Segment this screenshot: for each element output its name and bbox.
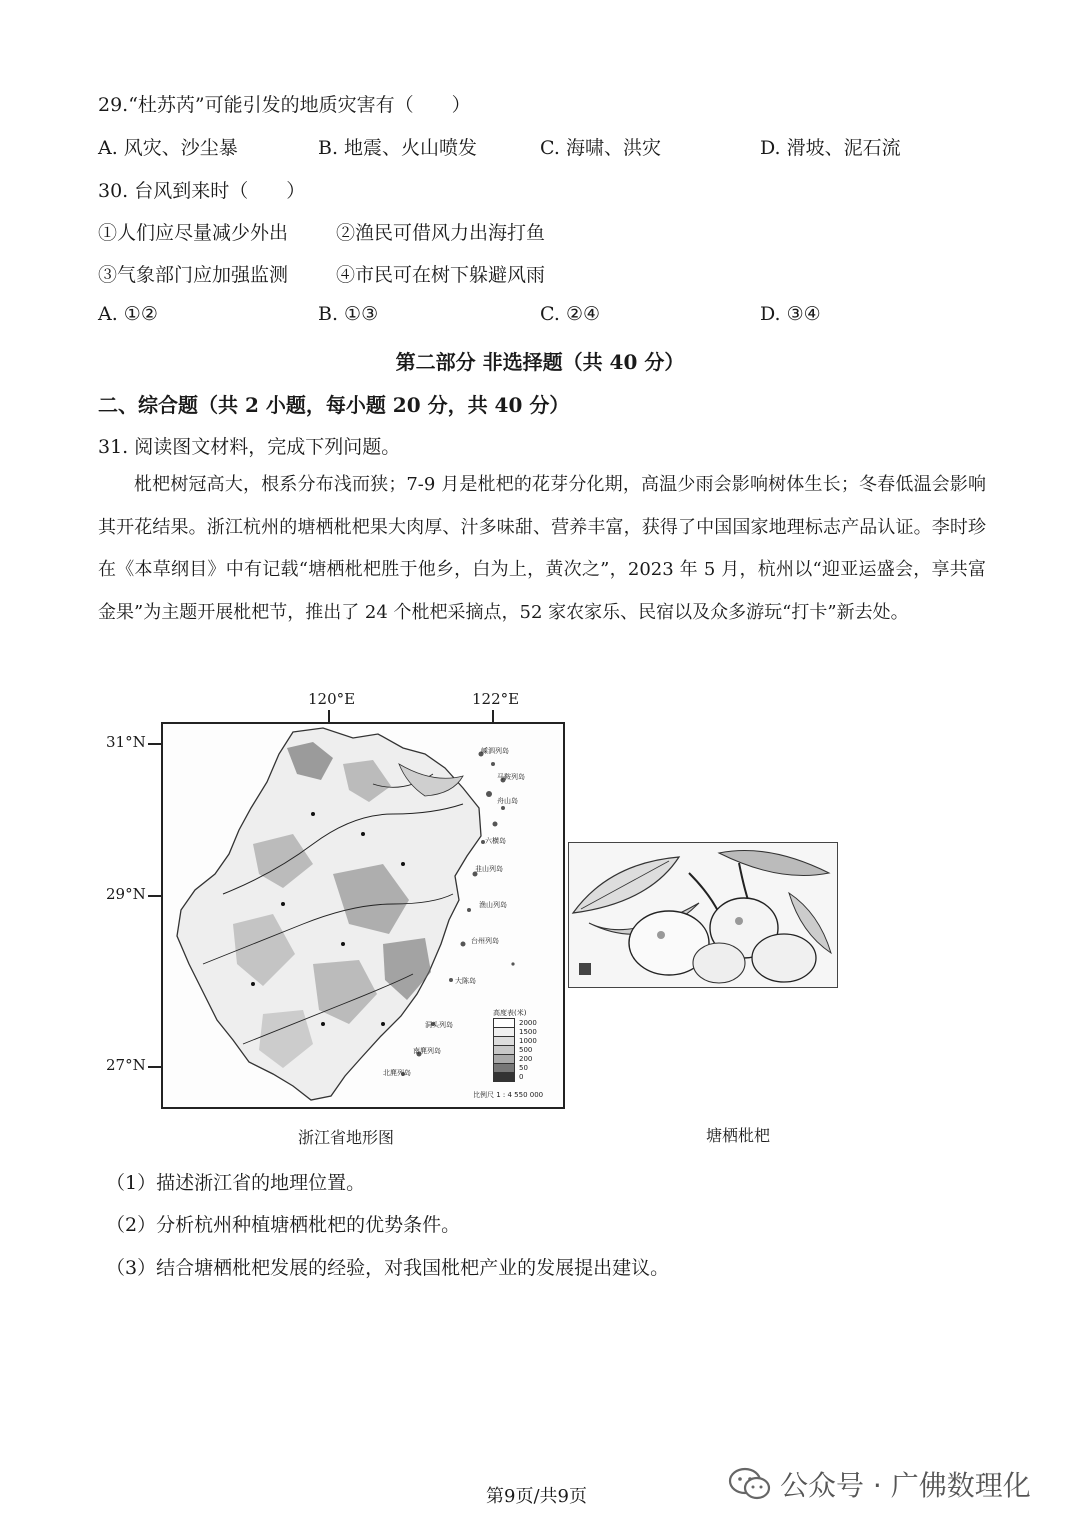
lon-label-120: 120°E (308, 690, 356, 708)
lat-tick (148, 743, 161, 745)
wechat-icon (728, 1466, 772, 1502)
q29-option-c: C. 海啸、洪灾 (540, 137, 661, 159)
section2-title: 二、综合题（共 2 小题，每小题 20 分，共 40 分） (98, 393, 570, 417)
map-place-label: 台州列岛 (471, 937, 499, 945)
loquat-photo (568, 842, 838, 988)
q31-stem: 31. 阅读图文材料，完成下列问题。 (98, 436, 401, 458)
q30-option-a: A. ①② (98, 303, 158, 325)
lat-label-27: 27°N (106, 1056, 146, 1074)
legend-value: 0 (519, 1072, 524, 1081)
q31-sub-1: （1）描述浙江省的地理位置。 (106, 1172, 366, 1194)
q30-item-4: ④市民可在树下躲避风雨 (336, 264, 546, 286)
lon-label-122: 122°E (472, 690, 520, 708)
q30-option-c: C. ②④ (540, 303, 601, 325)
map-place-label: 渔山列岛 (479, 901, 507, 909)
map-caption: 浙江省地形图 (298, 1128, 395, 1147)
q30-item-2: ②渔民可借风力出海打鱼 (336, 222, 546, 244)
watermark (728, 1464, 1031, 1504)
photo-caption: 塘栖枇杷 (706, 1126, 771, 1145)
map-place-label: 北麂列岛 (383, 1069, 411, 1077)
loquat-illustration (569, 843, 837, 987)
q31-material (98, 464, 986, 634)
map-legend (493, 1008, 557, 1081)
q30-item-3: ③气象部门应加强监测 (98, 264, 289, 286)
legend-row (493, 1072, 557, 1081)
map-place-label: 韭山列岛 (475, 865, 503, 873)
map-place-label: 舟山岛 (497, 797, 518, 805)
legend-value: 1000 (519, 1036, 537, 1045)
q29-stem: 29.“杜苏芮”可能引发的地质灾害有（ ） (98, 94, 471, 116)
map-place-label: 马鞍列岛 (497, 773, 525, 781)
legend-title: 高度表(米) (493, 1009, 527, 1017)
q31-sub-2: （2）分析杭州种植塘栖枇杷的优势条件。 (106, 1214, 461, 1236)
part2-title: 第二部分 非选择题（共 40 分） (395, 350, 685, 374)
legend-value: 500 (519, 1045, 533, 1054)
q31-sub-3: （3）结合塘栖枇杷发展的经验，对我国枇杷产业的发展提出建议。 (106, 1257, 670, 1279)
map-place-label: 南麂列岛 (413, 1047, 441, 1055)
map-place-label: 大陈岛 (455, 977, 476, 985)
legend-value: 200 (519, 1054, 533, 1063)
q31-material-text: 枇杷树冠高大，根系分布浅而狭；7-9 月是枇杷的花芽分化期，高温少雨会影响树体生长；冬春低温会影响其开花结果。浙江杭州的塘栖枇杷果大肉厚、汁多味甜、营养丰富，获得了中国国家地理标志产品认证。李时珍在《本草纲目》中有记载“塘栖枇杷胜于他乡，白为上，黄次之”，2023 年 5 月，杭州以“迎亚运盛会，享共富金果”为主题开展枇杷节，推出了 24 个枇杷采摘点，52 家农家乐、民宿以及众多游玩“打卡”新去处。 (98, 474, 986, 623)
q30-stem: 30. 台风到来时（ ） (98, 180, 306, 202)
q30-item-1: ①人们应尽量减少外出 (98, 222, 289, 244)
q29-option-a: A. 风灾、沙尘暴 (98, 137, 238, 159)
q30-option-d: D. ③④ (760, 303, 821, 325)
map-scale: 比例尺 1 : 4 550 000 (473, 1091, 544, 1099)
watermark-text: 公众号 · 广佛数理化 (780, 1469, 1031, 1502)
map-place-label: 嵊泗列岛 (481, 747, 509, 755)
legend-value: 1500 (519, 1027, 537, 1036)
lon-tick (328, 710, 330, 722)
q29-option-b: B. 地震、火山喷发 (318, 137, 478, 159)
q30-option-b: B. ①③ (318, 303, 379, 325)
lat-label-29: 29°N (106, 885, 146, 903)
zhejiang-terrain-map (161, 722, 565, 1109)
map-place-label: 六横岛 (485, 837, 506, 845)
q29-option-d: D. 滑坡、泥石流 (760, 137, 901, 159)
lat-label-31: 31°N (106, 733, 146, 751)
legend-value: 50 (519, 1063, 528, 1072)
lat-tick (148, 1066, 161, 1068)
lon-tick (492, 710, 494, 722)
map-place-label: 洞头列岛 (425, 1021, 453, 1029)
legend-value: 2000 (519, 1018, 537, 1027)
page-number: 第9页/共9页 (486, 1486, 587, 1507)
lat-tick (148, 895, 161, 897)
